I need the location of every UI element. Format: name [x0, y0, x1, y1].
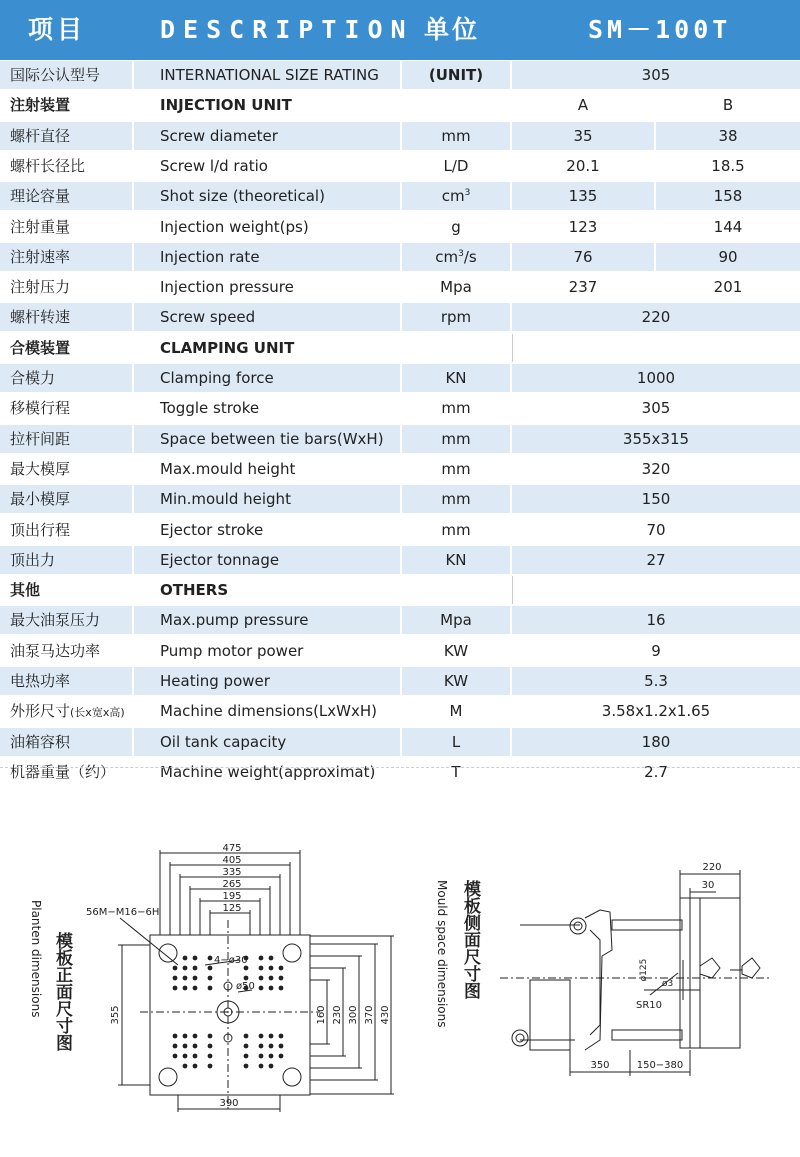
cell-cn: 合模力: [0, 364, 132, 392]
cell-cn-note: (长x宽x高): [70, 706, 125, 720]
tapped-hole: [244, 1054, 249, 1059]
header-item: 项目: [28, 15, 87, 44]
cell-cn: 螺杆长径比: [10, 156, 86, 175]
dim-160: 160: [316, 1005, 327, 1025]
tapped-hole: [183, 1044, 188, 1049]
dim-390: 390: [219, 1098, 239, 1109]
cell-value: 2.7: [644, 762, 668, 781]
cell-cn: 拉杆间距: [0, 425, 132, 453]
table-row: [0, 666, 800, 696]
tapped-hole: [244, 976, 249, 981]
cell-value: 16: [512, 606, 800, 634]
tapped-hole: [208, 1064, 213, 1069]
header-description: DESCRIPTION: [160, 15, 414, 44]
table-row: [0, 272, 800, 302]
side-title-cn: 模板侧面尺寸图: [460, 880, 480, 999]
small-dia-label: ø3: [662, 979, 674, 989]
table-row: [0, 302, 800, 332]
cell-cn: [0, 697, 132, 725]
cell-unit: mm: [441, 520, 471, 539]
cell-en: Screw diameter: [134, 122, 400, 150]
section-row: [0, 333, 800, 363]
cell-en: OTHERS: [160, 581, 229, 600]
dim-430: 430: [380, 1005, 391, 1025]
table-row: [0, 727, 800, 757]
cell-en: Min.mould height: [134, 485, 400, 513]
dimension-diagrams: [0, 840, 800, 1150]
tapped-hole: [173, 1034, 178, 1039]
cell-unit: KN: [402, 546, 510, 574]
tapped-hole: [183, 976, 188, 981]
cell-en: INJECTION UNIT: [160, 96, 292, 115]
dim-125: 125: [222, 903, 242, 914]
dim-405: 405: [222, 855, 242, 866]
tapped-hole: [259, 976, 264, 981]
cell-unit: [402, 334, 510, 362]
cell-en: Screw l/d ratio: [160, 156, 268, 175]
cell-cn: 注射压力: [10, 278, 71, 297]
cell-value-a: 35: [512, 122, 654, 150]
dim-350: 350: [590, 1060, 610, 1071]
cell-value: 320: [641, 459, 671, 478]
tapped-hole: [193, 1064, 198, 1069]
cell-value: 355x315: [512, 425, 800, 453]
cell-unit: mm: [441, 399, 471, 418]
cell-en: Screw speed: [134, 303, 400, 331]
tapped-hole: [208, 1054, 213, 1059]
tapped-hole: [173, 1054, 178, 1059]
tapped-hole: [193, 966, 198, 971]
cell-cn: 注射速率: [0, 243, 132, 271]
table-row: [0, 151, 800, 181]
cell-en: Heating power: [134, 667, 400, 695]
cell-cn: 最大模厚: [10, 459, 71, 478]
tapped-hole: [193, 1044, 198, 1049]
cell-unit: [402, 91, 510, 119]
cell-value: 3.58x1.2x1.65: [601, 702, 711, 721]
tapped-hole: [259, 966, 264, 971]
cell-unit-unit-sup: 3: [458, 248, 464, 259]
cell-empty: [512, 576, 800, 604]
hole-label: 4−ø30: [214, 955, 248, 966]
tapped-hole: [173, 1044, 178, 1049]
platen-title-en: Planten dimensions: [29, 900, 43, 1018]
cell-value-b: 158: [656, 182, 800, 210]
dim-370: 370: [364, 1005, 375, 1025]
tapped-hole: [269, 1064, 274, 1069]
cell-en: Injection rate: [134, 243, 400, 271]
cell-cn: 国际公认型号: [0, 61, 132, 89]
cell-unit-unit-base: cm: [435, 247, 459, 266]
tapped-hole: [279, 1054, 284, 1059]
cell-unit-unit-sup: 3: [464, 188, 471, 199]
tapped-hole: [208, 1034, 213, 1039]
tapped-hole: [173, 976, 178, 981]
tapped-hole: [173, 986, 178, 991]
tapped-hole: [183, 1054, 188, 1059]
cell-cn: 合模装置: [10, 338, 71, 357]
tapped-hole: [193, 1034, 198, 1039]
cell-cn: 顶出行程: [10, 520, 71, 539]
cell-en: Injection weight(ps): [160, 217, 309, 236]
dim-220: 220: [702, 862, 722, 873]
cell-unit: L/D: [443, 156, 469, 175]
cell-en: Oil tank capacity: [134, 728, 400, 756]
tapped-hole: [269, 1054, 274, 1059]
dim-335: 335: [222, 867, 242, 878]
center-hole-label: ø50: [236, 981, 255, 992]
cell-cn: 油泵马达功率: [10, 641, 101, 660]
cell-cn: 注射重量: [10, 217, 71, 236]
cell-unit: (UNIT): [402, 61, 510, 89]
header-model: SM－100T: [588, 15, 732, 44]
tapped-hole: [208, 976, 213, 981]
table-row: [0, 636, 800, 666]
cell-value-a: 237: [568, 278, 598, 297]
dim-265: 265: [222, 879, 242, 890]
cell-cn: 电热功率: [0, 667, 132, 695]
cell-en: Injection pressure: [160, 278, 294, 297]
cell-unit: [402, 182, 510, 210]
tapped-hole: [193, 1054, 198, 1059]
table-row: [0, 454, 800, 484]
dim-355: 355: [110, 1005, 121, 1025]
tapped-hole: [269, 976, 274, 981]
table-row: [0, 393, 800, 423]
table-row: [0, 181, 800, 211]
cell-en: Space between tie bars(WxH): [134, 425, 400, 453]
table-row: [0, 212, 800, 242]
tapped-hole: [244, 1064, 249, 1069]
table-row: [0, 121, 800, 151]
cell-en: Shot size (theoretical): [134, 182, 400, 210]
tapped-hole: [208, 966, 213, 971]
dim-300: 300: [348, 1005, 359, 1025]
cell-unit: mm: [441, 459, 471, 478]
table-row: [0, 757, 800, 787]
cell-en: Ejector tonnage: [134, 546, 400, 574]
cell-empty: [512, 334, 800, 362]
dim-195: 195: [222, 891, 242, 902]
table-bottom-divider: [0, 767, 800, 769]
thread-label: 56M−M16−6H: [86, 907, 160, 918]
cell-cn: 顶出力: [0, 546, 132, 574]
cell-cn: 机器重量（约）: [10, 762, 116, 781]
cell-value: 220: [512, 303, 800, 331]
tapped-hole: [259, 956, 264, 961]
cell-value: 305: [512, 61, 800, 89]
radius-label: SR10: [636, 1000, 663, 1011]
cell-unit: KW: [402, 667, 510, 695]
tapped-hole: [269, 986, 274, 991]
cell-en: Machine dimensions(LxWxH): [160, 702, 378, 721]
cell-en: CLAMPING UNIT: [160, 338, 295, 357]
cell-unit: T: [451, 762, 461, 781]
tapped-hole: [193, 956, 198, 961]
table-row: [0, 605, 800, 635]
tapped-hole: [244, 1044, 249, 1049]
diagram-svg: [0, 840, 800, 1150]
cell-value: 9: [651, 641, 661, 660]
cell-unit: Mpa: [402, 606, 510, 634]
tapped-hole: [279, 1034, 284, 1039]
cell-value-b: 144: [713, 217, 743, 236]
cell-unit: rpm: [402, 303, 510, 331]
side-view-drawing: [500, 870, 770, 1076]
cell-cn: 最大油泵压力: [0, 606, 132, 634]
tapped-hole: [279, 986, 284, 991]
tapped-hole: [183, 1064, 188, 1069]
cell-cn-text: 外形尺寸: [10, 702, 71, 721]
header-unit: 单位: [424, 15, 481, 44]
tapped-hole: [279, 976, 284, 981]
table-row: [0, 242, 800, 272]
cell-value-a: 20.1: [566, 156, 600, 175]
cell-value-b: 38: [656, 122, 800, 150]
tapped-hole: [259, 1044, 264, 1049]
cell-unit: mm: [402, 122, 510, 150]
tapped-hole: [259, 1034, 264, 1039]
tapped-hole: [183, 986, 188, 991]
tapped-hole: [259, 1064, 264, 1069]
cell-en: Clamping force: [134, 364, 400, 392]
table-row: [0, 363, 800, 393]
side-title-en: Mould space dimensions: [435, 880, 449, 1028]
cell-cn: 理论容量: [0, 182, 132, 210]
cell-unit: L: [402, 728, 510, 756]
cell-unit: M: [449, 702, 463, 721]
table-row: [0, 424, 800, 454]
tapped-hole: [269, 956, 274, 961]
cell-unit-unit-tail: /s: [463, 247, 477, 266]
cell-cn: 螺杆转速: [0, 303, 132, 331]
cell-unit: g: [451, 217, 461, 236]
cell-value-a: 123: [568, 217, 598, 236]
cell-value-a: A: [577, 96, 589, 115]
cell-value: 70: [646, 520, 666, 539]
table-row: [0, 484, 800, 514]
cell-unit: mm: [402, 485, 510, 513]
cell-value: 5.3: [512, 667, 800, 695]
tapped-hole: [208, 986, 213, 991]
cell-cn: 移模行程: [10, 399, 71, 418]
cell-value-a: 135: [512, 182, 654, 210]
dim-230: 230: [332, 1005, 343, 1025]
platen-front-drawing: [118, 850, 394, 1112]
table-header: [0, 0, 800, 60]
dim-475: 475: [222, 843, 242, 854]
table-row: [0, 545, 800, 575]
cell-cn: 注射装置: [10, 96, 71, 115]
tapped-hole: [244, 1034, 249, 1039]
cell-en: Ejector stroke: [160, 520, 264, 539]
cell-en: Toggle stroke: [160, 399, 260, 418]
cell-unit: Mpa: [440, 278, 472, 297]
tapped-hole: [193, 976, 198, 981]
tapped-hole: [269, 966, 274, 971]
cell-en: INTERNATIONAL SIZE RATING: [134, 61, 400, 89]
dim-150-380: 150−380: [636, 1060, 684, 1071]
cell-value-b: 90: [656, 243, 800, 271]
table-row: [0, 696, 800, 726]
cell-en: Max.pump pressure: [134, 606, 400, 634]
cell-value: 180: [512, 728, 800, 756]
table-row: [0, 60, 800, 90]
tapped-hole: [259, 986, 264, 991]
cell-unit: KW: [443, 641, 469, 660]
cell-value-b: B: [722, 96, 734, 115]
cell-value: 305: [641, 399, 671, 418]
cell-en: Max.mould height: [160, 459, 296, 478]
cell-unit-unit-base: cm: [441, 187, 465, 206]
tapped-hole: [279, 966, 284, 971]
cell-value: 1000: [512, 364, 800, 392]
cell-cn: 螺杆直径: [0, 122, 132, 150]
cell-en: Machine weight(approximat): [160, 762, 376, 781]
tapped-hole: [173, 966, 178, 971]
table-row: [0, 515, 800, 545]
tapped-hole: [208, 956, 213, 961]
tapped-hole: [279, 1044, 284, 1049]
tapped-hole: [244, 966, 249, 971]
cell-value: 27: [512, 546, 800, 574]
cell-cn: 最小模厚: [0, 485, 132, 513]
cell-value: 150: [512, 485, 800, 513]
cell-unit: mm: [402, 425, 510, 453]
tapped-hole: [183, 1034, 188, 1039]
tapped-hole: [183, 956, 188, 961]
tapped-hole: [208, 1044, 213, 1049]
tapped-hole: [269, 1044, 274, 1049]
cell-cn: 其他: [10, 581, 41, 600]
section-row: [0, 90, 800, 120]
tapped-hole: [259, 1054, 264, 1059]
platen-title-cn: 模板正面尺寸图: [52, 932, 72, 1051]
cell-en: Pump motor power: [160, 641, 304, 660]
tapped-hole: [183, 966, 188, 971]
cell-unit: [402, 576, 510, 604]
dim-30: 30: [701, 880, 715, 891]
cell-value-b: 201: [713, 278, 743, 297]
cell-unit: KN: [402, 364, 510, 392]
cell-unit: [402, 243, 510, 271]
section-row: [0, 575, 800, 605]
cell-value-b: 18.5: [711, 156, 745, 175]
cell-cn: 油箱容积: [0, 728, 132, 756]
dim-dia125: ø125: [639, 958, 649, 982]
cell-value-a: 76: [512, 243, 654, 271]
tapped-hole: [193, 986, 198, 991]
tapped-hole: [269, 1034, 274, 1039]
